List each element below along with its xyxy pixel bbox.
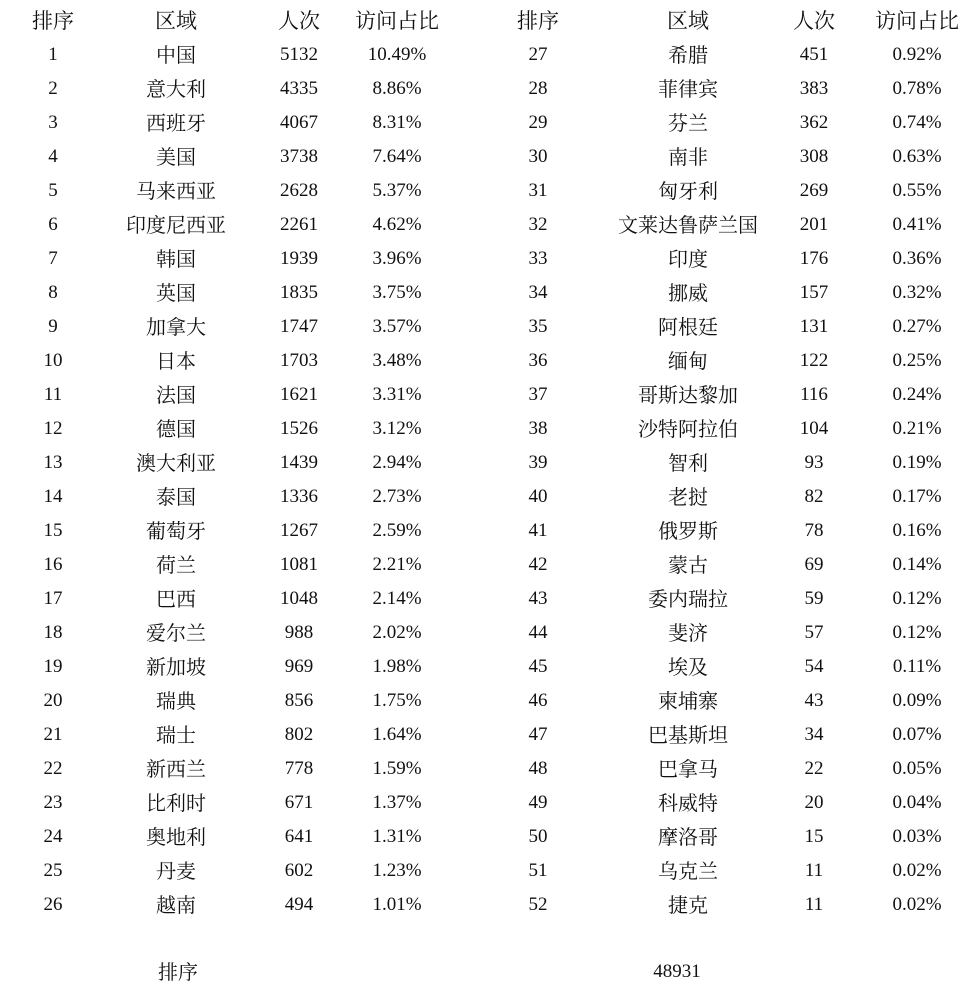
rank-cell: 19 (43, 656, 63, 677)
area-cell: 荷兰 (156, 553, 196, 577)
count-cell: 383 (799, 78, 829, 99)
count-cell: 856 (284, 690, 314, 711)
rank-cell: 50 (528, 826, 548, 847)
header-percent: 访问占比 (355, 9, 439, 33)
percent-cell: 1.01% (372, 894, 422, 915)
rank-cell: 5 (48, 180, 58, 201)
area-cell: 科威特 (658, 791, 718, 815)
percent-cell: 0.41% (892, 214, 942, 235)
table-row (485, 514, 971, 548)
percent-cell: 8.86% (372, 78, 422, 99)
area-cell: 挪威 (668, 281, 708, 305)
area-cell: 印度 (668, 247, 708, 271)
count-cell: 176 (799, 248, 829, 269)
area-cell: 芬兰 (668, 111, 708, 135)
table-row (485, 684, 971, 718)
count-cell: 451 (799, 44, 829, 65)
area-cell: 希腊 (668, 43, 708, 67)
count-cell: 4067 (280, 112, 318, 133)
area-cell: 巴西 (156, 587, 196, 611)
percent-cell: 0.74% (892, 112, 942, 133)
table-body-right (485, 38, 971, 922)
area-cell: 阿根廷 (658, 315, 718, 339)
rank-cell: 22 (43, 758, 63, 779)
area-cell: 加拿大 (146, 315, 206, 339)
table-row (485, 446, 971, 480)
rank-cell: 40 (528, 486, 548, 507)
percent-cell: 5.37% (372, 180, 422, 201)
area-cell: 英国 (156, 281, 196, 305)
rank-cell: 3 (48, 112, 58, 133)
table-row (0, 208, 485, 242)
percent-cell: 0.92% (892, 44, 942, 65)
percent-cell: 7.64% (372, 146, 422, 167)
table-row (0, 38, 485, 72)
area-cell: 匈牙利 (658, 179, 718, 203)
area-cell: 越南 (156, 893, 196, 917)
percent-cell: 0.12% (892, 588, 942, 609)
area-cell: 南非 (668, 145, 708, 169)
count-cell: 131 (799, 316, 829, 337)
count-cell: 57 (804, 622, 824, 643)
area-cell: 柬埔寨 (658, 689, 718, 713)
rank-cell: 36 (528, 350, 548, 371)
rank-cell: 30 (528, 146, 548, 167)
count-cell: 988 (284, 622, 314, 643)
area-cell: 澳大利亚 (136, 451, 216, 475)
percent-cell: 3.96% (372, 248, 422, 269)
footer-label: 排序 (158, 960, 198, 984)
percent-cell: 2.59% (372, 520, 422, 541)
table-row (485, 480, 971, 514)
area-cell: 丹麦 (156, 859, 196, 883)
area-cell: 智利 (668, 451, 708, 475)
count-cell: 59 (804, 588, 824, 609)
rank-cell: 14 (43, 486, 63, 507)
rank-cell: 52 (528, 894, 548, 915)
percent-cell: 0.14% (892, 554, 942, 575)
area-cell: 文莱达鲁萨兰国 (618, 213, 758, 237)
percent-cell: 3.75% (372, 282, 422, 303)
rank-cell: 28 (528, 78, 548, 99)
count-cell: 82 (804, 486, 824, 507)
count-cell: 43 (804, 690, 824, 711)
table-row (0, 412, 485, 446)
table-row (0, 140, 485, 174)
table-row (0, 650, 485, 684)
area-cell: 意大利 (146, 77, 206, 101)
area-cell: 中国 (156, 43, 196, 67)
rank-cell: 9 (48, 316, 58, 337)
count-cell: 5132 (280, 44, 318, 65)
count-cell: 157 (799, 282, 829, 303)
rank-cell: 38 (528, 418, 548, 439)
count-cell: 1703 (280, 350, 318, 371)
area-cell: 乌克兰 (658, 859, 718, 883)
table-row (485, 242, 971, 276)
area-cell: 韩国 (156, 247, 196, 271)
percent-cell: 3.31% (372, 384, 422, 405)
rank-cell: 46 (528, 690, 548, 711)
area-cell: 捷克 (668, 893, 708, 917)
percent-cell: 0.05% (892, 758, 942, 779)
rank-cell: 35 (528, 316, 548, 337)
table-row (0, 446, 485, 480)
table-left-half (0, 4, 485, 922)
area-cell: 菲律宾 (658, 77, 718, 101)
percent-cell: 1.59% (372, 758, 422, 779)
area-cell: 蒙古 (668, 553, 708, 577)
rank-cell: 21 (43, 724, 63, 745)
table-row (0, 72, 485, 106)
header-area: 区域 (155, 9, 197, 33)
table-row (0, 820, 485, 854)
table-row (0, 242, 485, 276)
percent-cell: 1.98% (372, 656, 422, 677)
rank-cell: 37 (528, 384, 548, 405)
rank-cell: 10 (43, 350, 63, 371)
area-cell: 缅甸 (668, 349, 708, 373)
header-rank: 排序 (517, 9, 559, 33)
percent-cell: 0.27% (892, 316, 942, 337)
table-row (485, 548, 971, 582)
table-row (0, 480, 485, 514)
percent-cell: 2.14% (372, 588, 422, 609)
table-row (0, 514, 485, 548)
table-row (0, 752, 485, 786)
percent-cell: 1.37% (372, 792, 422, 813)
rank-cell: 42 (528, 554, 548, 575)
percent-cell: 1.23% (372, 860, 422, 881)
rank-cell: 41 (528, 520, 548, 541)
count-cell: 778 (284, 758, 314, 779)
percent-cell: 0.02% (892, 860, 942, 881)
count-cell: 93 (804, 452, 824, 473)
rank-cell: 31 (528, 180, 548, 201)
count-cell: 116 (800, 384, 828, 405)
area-cell: 新西兰 (146, 757, 206, 781)
count-cell: 969 (284, 656, 314, 677)
count-cell: 201 (799, 214, 829, 235)
table-row (485, 752, 971, 786)
percent-cell: 1.64% (372, 724, 422, 745)
area-cell: 爱尔兰 (146, 621, 206, 645)
count-cell: 308 (799, 146, 829, 167)
rank-cell: 26 (43, 894, 63, 915)
count-cell: 641 (284, 826, 314, 847)
area-cell: 德国 (156, 417, 196, 441)
table-row (0, 854, 485, 888)
count-cell: 1835 (280, 282, 318, 303)
table-row (485, 378, 971, 412)
rank-cell: 48 (528, 758, 548, 779)
count-cell: 3738 (280, 146, 318, 167)
count-cell: 2628 (280, 180, 318, 201)
area-cell: 老挝 (668, 485, 708, 509)
table-row (0, 582, 485, 616)
rank-cell: 27 (528, 44, 548, 65)
rank-cell: 2 (48, 78, 58, 99)
count-cell: 54 (804, 656, 824, 677)
rank-cell: 32 (528, 214, 548, 235)
percent-cell: 0.04% (892, 792, 942, 813)
table-row (0, 310, 485, 344)
count-cell: 269 (799, 180, 829, 201)
area-cell: 印度尼西亚 (126, 213, 226, 237)
percent-cell: 0.63% (892, 146, 942, 167)
rank-cell: 8 (48, 282, 58, 303)
area-cell: 摩洛哥 (658, 825, 718, 849)
area-cell: 瑞典 (156, 689, 196, 713)
area-cell: 葡萄牙 (146, 519, 206, 543)
count-cell: 15 (804, 826, 824, 847)
count-cell: 1267 (280, 520, 318, 541)
table-row (485, 854, 971, 888)
count-cell: 362 (799, 112, 829, 133)
table-row (485, 174, 971, 208)
percent-cell: 8.31% (372, 112, 422, 133)
percent-cell: 3.57% (372, 316, 422, 337)
rank-cell: 20 (43, 690, 63, 711)
rank-cell: 44 (528, 622, 548, 643)
percent-cell: 0.55% (892, 180, 942, 201)
area-cell: 日本 (156, 349, 196, 373)
area-cell: 埃及 (668, 655, 708, 679)
table-row (485, 208, 971, 242)
table-row (485, 582, 971, 616)
table-row (0, 616, 485, 650)
rank-cell: 45 (528, 656, 548, 677)
percent-cell: 4.62% (372, 214, 422, 235)
header-row-right (485, 4, 971, 38)
header-count: 人次 (278, 9, 320, 33)
table-row (485, 38, 971, 72)
table-row (485, 718, 971, 752)
percent-cell: 0.78% (892, 78, 942, 99)
table-row (0, 786, 485, 820)
table-row (485, 412, 971, 446)
count-cell: 2261 (280, 214, 318, 235)
table-row (0, 888, 485, 922)
header-count: 人次 (793, 9, 835, 33)
percent-cell: 1.75% (372, 690, 422, 711)
count-cell: 78 (804, 520, 824, 541)
area-cell: 新加坡 (146, 655, 206, 679)
table-body-left (0, 38, 485, 922)
count-cell: 22 (804, 758, 824, 779)
rank-cell: 17 (43, 588, 63, 609)
rank-cell: 29 (528, 112, 548, 133)
rank-cell: 18 (43, 622, 63, 643)
count-cell: 1526 (280, 418, 318, 439)
count-cell: 602 (284, 860, 314, 881)
rank-cell: 23 (43, 792, 63, 813)
rank-cell: 16 (43, 554, 63, 575)
count-cell: 1747 (280, 316, 318, 337)
table-row (485, 820, 971, 854)
area-cell: 斐济 (668, 621, 708, 645)
percent-cell: 0.12% (892, 622, 942, 643)
rank-cell: 43 (528, 588, 548, 609)
percent-cell: 0.24% (892, 384, 942, 405)
count-cell: 104 (799, 418, 829, 439)
rank-cell: 11 (43, 384, 63, 405)
percent-cell: 3.48% (372, 350, 422, 371)
percent-cell: 0.19% (892, 452, 942, 473)
count-cell: 671 (284, 792, 314, 813)
footer-total: 48931 (653, 961, 701, 982)
percent-cell: 2.02% (372, 622, 422, 643)
count-cell: 802 (284, 724, 314, 745)
table-row (0, 548, 485, 582)
rank-cell: 13 (43, 452, 63, 473)
percent-cell: 0.09% (892, 690, 942, 711)
table-row (485, 888, 971, 922)
percent-cell: 2.73% (372, 486, 422, 507)
area-cell: 俄罗斯 (658, 519, 718, 543)
percent-cell: 0.21% (892, 418, 942, 439)
table-row (0, 174, 485, 208)
table-row (485, 344, 971, 378)
rank-cell: 51 (528, 860, 548, 881)
table-row (0, 718, 485, 752)
area-cell: 瑞士 (156, 723, 196, 747)
area-cell: 沙特阿拉伯 (638, 417, 738, 441)
area-cell: 哥斯达黎加 (638, 383, 738, 407)
percent-cell: 0.36% (892, 248, 942, 269)
rank-cell: 24 (43, 826, 63, 847)
percent-cell: 10.49% (367, 44, 427, 65)
rank-cell: 25 (43, 860, 63, 881)
area-cell: 巴拿马 (658, 757, 718, 781)
table-row (0, 276, 485, 310)
percent-cell: 0.02% (892, 894, 942, 915)
area-cell: 巴基斯坦 (648, 723, 728, 747)
table-row (485, 72, 971, 106)
count-cell: 11 (804, 894, 824, 915)
count-cell: 20 (804, 792, 824, 813)
count-cell: 494 (284, 894, 314, 915)
area-cell: 泰国 (156, 485, 196, 509)
percent-cell: 2.21% (372, 554, 422, 575)
table-row (485, 276, 971, 310)
rank-cell: 12 (43, 418, 63, 439)
table-row (0, 684, 485, 718)
rank-cell: 34 (528, 282, 548, 303)
rank-cell: 4 (48, 146, 58, 167)
header-row-left (0, 4, 485, 38)
percent-cell: 0.17% (892, 486, 942, 507)
table-row (0, 378, 485, 412)
rank-cell: 6 (48, 214, 58, 235)
percent-cell: 2.94% (372, 452, 422, 473)
header-rank: 排序 (32, 9, 74, 33)
count-cell: 1621 (280, 384, 318, 405)
rank-cell: 39 (528, 452, 548, 473)
percent-cell: 0.11% (892, 656, 942, 677)
rank-cell: 15 (43, 520, 63, 541)
table-row (485, 140, 971, 174)
count-cell: 69 (804, 554, 824, 575)
percent-cell: 0.07% (892, 724, 942, 745)
rank-cell: 49 (528, 792, 548, 813)
count-cell: 1336 (280, 486, 318, 507)
rank-cell: 47 (528, 724, 548, 745)
table-row (485, 616, 971, 650)
percent-cell: 1.31% (372, 826, 422, 847)
count-cell: 1048 (280, 588, 318, 609)
table-row (485, 650, 971, 684)
area-cell: 马来西亚 (136, 179, 216, 203)
header-percent: 访问占比 (875, 9, 959, 33)
rank-cell: 1 (48, 44, 58, 65)
table-right-half (485, 4, 971, 922)
area-cell: 美国 (156, 145, 196, 169)
count-cell: 11 (804, 860, 824, 881)
area-cell: 法国 (156, 383, 196, 407)
count-cell: 1081 (280, 554, 318, 575)
rank-cell: 33 (528, 248, 548, 269)
percent-cell: 0.03% (892, 826, 942, 847)
area-cell: 委内瑞拉 (648, 587, 728, 611)
header-area: 区域 (667, 9, 709, 33)
table-row (0, 344, 485, 378)
table-row (0, 106, 485, 140)
count-cell: 122 (799, 350, 829, 371)
percent-cell: 0.32% (892, 282, 942, 303)
percent-cell: 3.12% (372, 418, 422, 439)
area-cell: 西班牙 (146, 111, 206, 135)
table-row (485, 786, 971, 820)
rank-cell: 7 (48, 248, 58, 269)
area-cell: 比利时 (146, 791, 206, 815)
count-cell: 1439 (280, 452, 318, 473)
count-cell: 34 (804, 724, 824, 745)
percent-cell: 0.25% (892, 350, 942, 371)
count-cell: 1939 (280, 248, 318, 269)
count-cell: 4335 (280, 78, 318, 99)
table-row (485, 106, 971, 140)
percent-cell: 0.16% (892, 520, 942, 541)
table-row (485, 310, 971, 344)
area-cell: 奥地利 (146, 825, 206, 849)
